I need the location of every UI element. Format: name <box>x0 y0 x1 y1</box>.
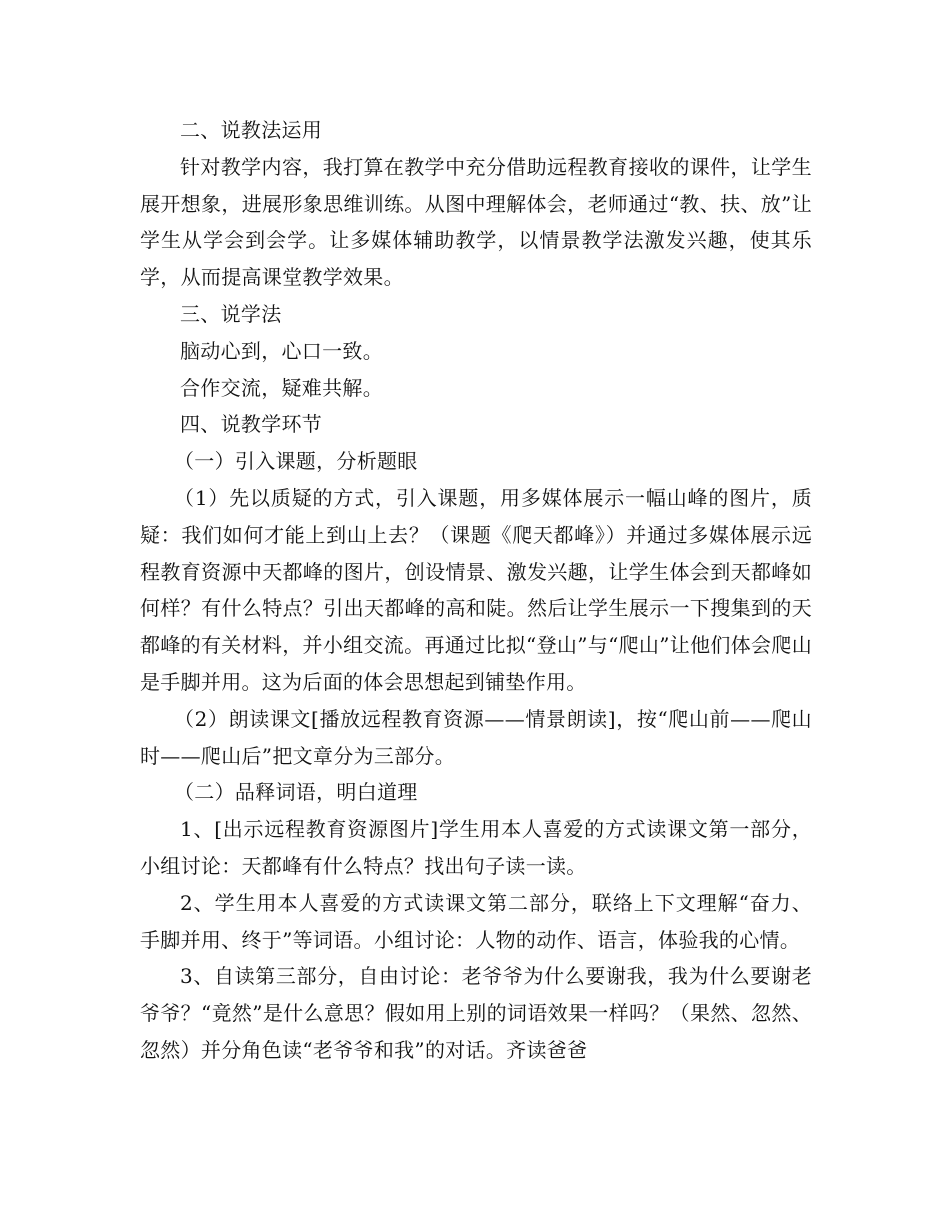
section-heading-teaching-methods: 二、说教法运用 <box>180 118 323 142</box>
paragraph-learning-method-2: 合作交流，疑难共解。 <box>180 375 383 400</box>
section-heading-learning-methods: 三、说学法 <box>180 301 282 326</box>
paragraph-learning-method-1: 脑动心到，心口一致。 <box>180 338 383 363</box>
paragraph-step-1: （1）先以质疑的方式，引入课题，用多媒体展示一幅山峰的图片，质疑：我们如何才能上到山上去？（课题《爬天都峰》）并通过多媒体展示远程教育资源中天都峰的图片，创设情景、激发兴趣，让学生体会到天都峰如何样？有什么特点？引出天都峰的高和陡。然后让学生展示一下搜集到的天都峰的有关材料，并小组交流。再通过比拟“登山”与“爬山”让他们体会爬山是手脚并用。这为后面的体会思想起到铺垫作用。 <box>140 485 812 694</box>
paragraph-teaching-methods: 针对教学内容，我打算在教学中充分借助远程教育接收的课件，让学生展开想象，进展形象思维训练。从图中理解体会，老师通过“教、扶、放”让学生从学会到会学。让多媒体辅助教学，以情景教学法激发兴趣，使其乐学，从而提高课堂教学效果。 <box>140 154 812 290</box>
subheading-introduce-topic: （一）引入课题，分析题眼 <box>174 449 418 474</box>
section-heading-teaching-steps: 四、说教学环节 <box>180 412 323 437</box>
paragraph-item-3: 3、自读第三部分，自由讨论：老爷爷为什么要谢我，我为什么要谢老爷爷？“竟然”是什么意思？假如用上别的词语效果一样吗？（果然、忽然、忽然）并分角色读“老爷爷和我”的对话。齐读爸爸 <box>140 964 812 1062</box>
document-body <box>140 112 812 1069</box>
paragraph-item-1: 1、[出示远程教育资源图片]学生用本人喜爱的方式读课文第一部分，小组讨论：天都峰有什么特点？找出句子读一读。 <box>140 817 812 878</box>
paragraph-item-2: 2、学生用本人喜爱的方式读课文第二部分，联络上下文理解“奋力、手脚并用、终于”等词语。小组讨论：人物的动作、语言，体验我的心情。 <box>140 890 812 952</box>
subheading-word-study: （二）品释词语，明白道理 <box>174 780 418 805</box>
paragraph-step-2: （2）朗读课文[播放远程教育资源——情景朗读]，按“爬山前——爬山时——爬山后”把文章分为三部分。 <box>140 706 812 768</box>
